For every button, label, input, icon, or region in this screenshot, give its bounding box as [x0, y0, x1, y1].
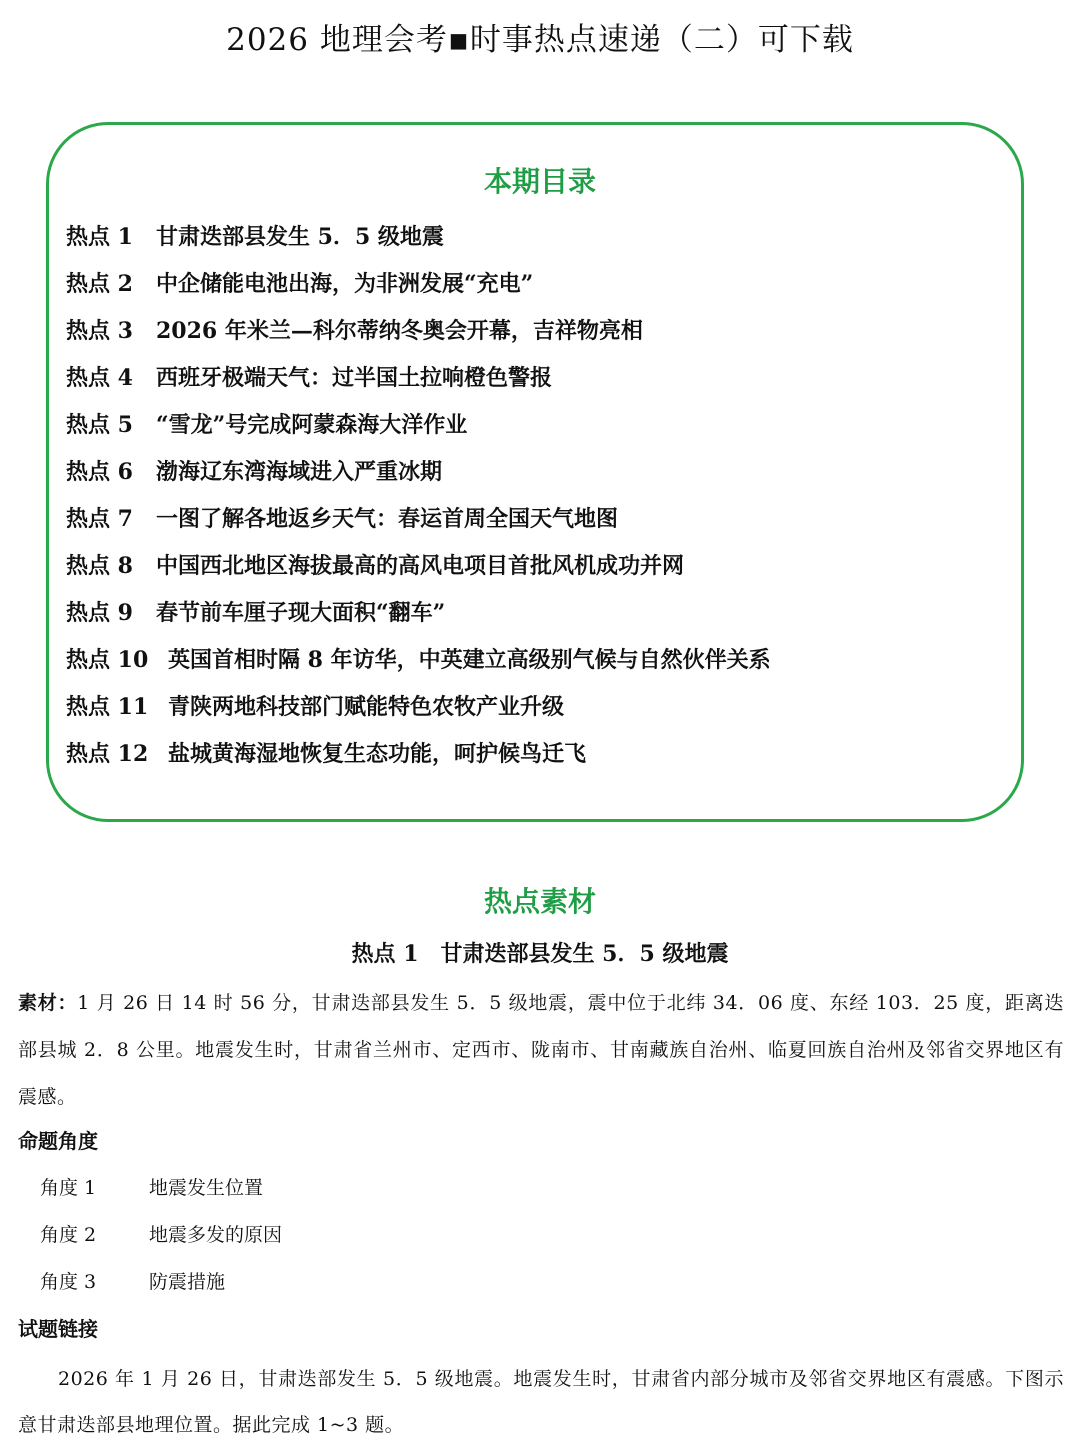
angle-text: 防震措施: [149, 1271, 226, 1293]
toc-item: [66, 447, 1006, 494]
question-paragraph: 2026 年 1 月 26 日，甘肃迭部发生 5．5 级地震。地震发生时，甘肃省内部分城市及邻省交界地区有震感。下图示意甘肃迭部县地理位置。据此完成 1~3 题。: [18, 1368, 1064, 1436]
toc-item: [66, 212, 1006, 259]
toc-item-number: 热点 9: [66, 600, 133, 626]
toc-item-number: 热点 5: [66, 412, 133, 438]
angle-number: 角度 1: [40, 1177, 97, 1199]
toc-item-number: 热点 7: [66, 506, 133, 532]
toc-item: [66, 259, 1006, 306]
toc-item: [66, 635, 1006, 682]
hotspot-title: 热点 1 甘肃迭部县发生 5．5 级地震: [351, 941, 729, 967]
toc-item-title: 2026 年米兰—科尔蒂纳冬奥会开幕，吉祥物亮相: [156, 318, 643, 344]
angle-item: [40, 1262, 225, 1302]
toc-item-number: 热点 8: [66, 553, 133, 579]
toc-item-number: 热点 2: [66, 271, 133, 297]
toc-item: [66, 729, 1006, 776]
toc-item-number: 热点 12: [66, 741, 149, 767]
angle-item: [40, 1168, 263, 1208]
angle-text: 地震发生位置: [149, 1177, 264, 1199]
section-heading: 热点素材: [483, 885, 596, 918]
toc-item-number: 热点 11: [66, 694, 149, 720]
toc-item-title: 中企储能电池出海，为非洲发展“充电”: [156, 271, 534, 297]
material-text: 1 月 26 日 14 时 56 分，甘肃迭部县发生 5．5 级地震，震中位于北纬 34．06 度、东经 103．25 度，距离迭部县城 2．8 公里。地震发生时，甘肃省兰州市、定西市、陇南市、甘南藏族自治州、临夏回族自治州及邻省交界地区有震感。: [18, 992, 1064, 1108]
toc-item: [66, 353, 1006, 400]
toc-item-title: 盐城黄海湿地恢复生态功能，呵护候鸟迁飞: [168, 741, 587, 767]
toc-item: [66, 682, 1006, 729]
document-title: 2026 地理会考▪时事热点速递（二）可下载: [226, 22, 854, 58]
toc-item-title: 渤海辽东湾海域进入严重冰期: [156, 459, 443, 485]
toc-item-number: 热点 10: [66, 647, 149, 673]
toc-heading: 本期目录: [483, 165, 596, 198]
toc-item-number: 热点 6: [66, 459, 133, 485]
angles-label: 命题角度: [18, 1129, 98, 1153]
question-label: 试题链接: [18, 1317, 98, 1341]
toc-item-number: 热点 4: [66, 365, 133, 391]
toc-item-title: “雪龙”号完成阿蒙森海大洋作业: [156, 412, 468, 438]
toc-item: [66, 306, 1006, 353]
toc-item-number: 热点 1: [66, 224, 133, 250]
toc-item-title: 青陕两地科技部门赋能特色农牧产业升级: [168, 694, 565, 720]
toc-item-title: 英国首相时隔 8 年访华，中英建立高级别气候与自然伙伴关系: [168, 647, 771, 673]
toc-item-title: 甘肃迭部县发生 5．5 级地震: [156, 224, 444, 250]
toc-item: [66, 400, 1006, 447]
angle-text: 地震多发的原因: [149, 1224, 283, 1246]
toc-item: [66, 541, 1006, 588]
toc-item-title: 春节前车厘子现大面积“翻车”: [156, 600, 446, 626]
angle-number: 角度 3: [40, 1271, 97, 1293]
material-paragraph: [18, 980, 1064, 1121]
toc-item-title: 中国西北地区海拔最高的高风电项目首批风机成功并网: [156, 553, 685, 579]
toc-item: [66, 494, 1006, 541]
toc-list: [66, 212, 1006, 776]
angle-item: [40, 1215, 282, 1255]
angle-number: 角度 2: [40, 1224, 97, 1246]
material-label: 素材：: [18, 992, 78, 1014]
toc-item-title: 西班牙极端天气：过半国土拉响橙色警报: [156, 365, 553, 391]
toc-item-number: 热点 3: [66, 318, 133, 344]
toc-item-title: 一图了解各地返乡天气：春运首周全国天气地图: [156, 506, 619, 532]
toc-item: [66, 588, 1006, 635]
